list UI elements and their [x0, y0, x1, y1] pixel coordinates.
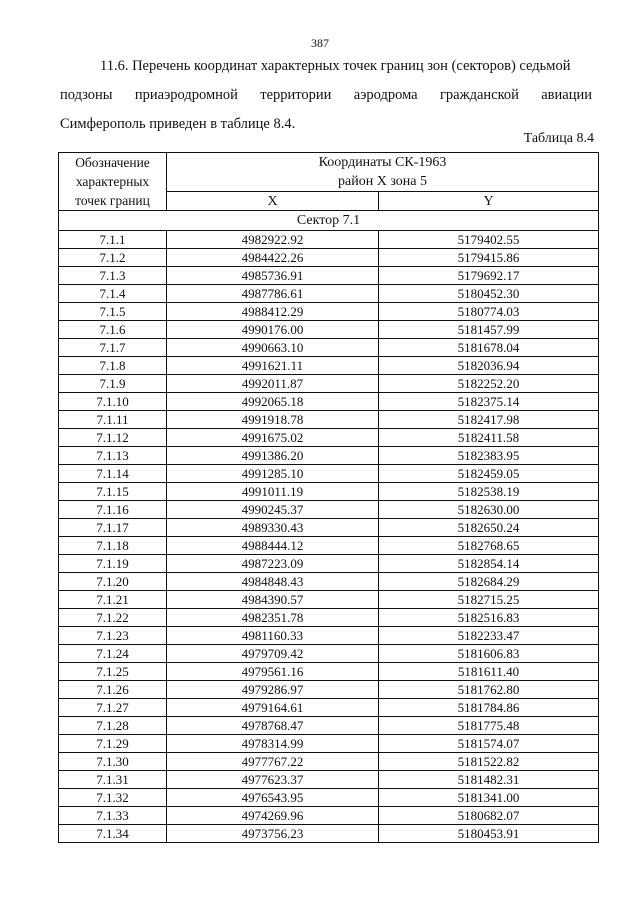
x-coordinate-cell: 4979709.42: [167, 645, 379, 663]
point-id-cell: 7.1.21: [59, 591, 167, 609]
y-coordinate-cell: 5181611.40: [379, 663, 599, 681]
table-row: [59, 591, 599, 609]
point-id-cell: 7.1.7: [59, 339, 167, 357]
y-coordinate-cell: 5181678.04: [379, 339, 599, 357]
table-row: [59, 483, 599, 501]
table-row: [59, 447, 599, 465]
table-row: [59, 267, 599, 285]
sector-row: Сектор 7.1: [59, 211, 599, 231]
point-id-cell: 7.1.22: [59, 609, 167, 627]
y-coordinate-cell: 5182417.98: [379, 411, 599, 429]
point-id-cell: 7.1.2: [59, 249, 167, 267]
table-row: [59, 501, 599, 519]
coordinate-system-zone: район X зона 5: [338, 174, 427, 189]
table-body: [59, 211, 599, 843]
intro-paragraph: [60, 52, 592, 139]
x-coordinate-cell: 4984390.57: [167, 591, 379, 609]
point-id-cell: 7.1.32: [59, 789, 167, 807]
x-coordinate-cell: 4990176.00: [167, 321, 379, 339]
table-row: [59, 303, 599, 321]
x-coordinate-cell: 4990245.37: [167, 501, 379, 519]
table-row: [59, 573, 599, 591]
y-coordinate-cell: 5182854.14: [379, 555, 599, 573]
y-coordinate-cell: 5179692.17: [379, 267, 599, 285]
x-coordinate-cell: 4991621.11: [167, 357, 379, 375]
y-coordinate-cell: 5179415.86: [379, 249, 599, 267]
point-id-cell: 7.1.29: [59, 735, 167, 753]
point-id-cell: 7.1.24: [59, 645, 167, 663]
x-coordinate-cell: 4992065.18: [167, 393, 379, 411]
table-row: [59, 825, 599, 843]
table-caption: Таблица 8.4: [523, 131, 594, 146]
point-id-cell: 7.1.27: [59, 699, 167, 717]
x-coordinate-cell: 4991675.02: [167, 429, 379, 447]
x-coordinate-cell: 4978314.99: [167, 735, 379, 753]
x-column-header: X: [167, 192, 379, 211]
x-coordinate-cell: 4981160.33: [167, 627, 379, 645]
paragraph-line: подзоны приаэродромной территории аэродрома гражданской авиации: [60, 87, 592, 103]
x-coordinate-cell: 4991918.78: [167, 411, 379, 429]
y-coordinate-cell: 5182516.83: [379, 609, 599, 627]
x-coordinate-cell: 4984422.26: [167, 249, 379, 267]
point-id-cell: 7.1.17: [59, 519, 167, 537]
table-row: [59, 807, 599, 825]
y-coordinate-cell: 5181606.83: [379, 645, 599, 663]
y-column-header: Y: [379, 192, 599, 211]
point-id-cell: 7.1.18: [59, 537, 167, 555]
point-id-cell: 7.1.5: [59, 303, 167, 321]
x-coordinate-cell: 4973756.23: [167, 825, 379, 843]
y-coordinate-cell: 5181775.48: [379, 717, 599, 735]
x-coordinate-cell: 4978768.47: [167, 717, 379, 735]
x-coordinate-cell: 4989330.43: [167, 519, 379, 537]
table-row: [59, 321, 599, 339]
coordinates-table: [58, 152, 599, 843]
y-coordinate-cell: 5181574.07: [379, 735, 599, 753]
paragraph-line: Симферополь приведен в таблице 8.4.: [60, 116, 296, 132]
table-row: [59, 771, 599, 789]
y-coordinate-cell: 5181762.80: [379, 681, 599, 699]
y-coordinate-cell: 5182715.25: [379, 591, 599, 609]
table-row: [59, 609, 599, 627]
point-id-cell: 7.1.15: [59, 483, 167, 501]
point-id-cell: 7.1.8: [59, 357, 167, 375]
x-coordinate-cell: 4982922.92: [167, 231, 379, 249]
table-row: [59, 285, 599, 303]
point-id-cell: 7.1.34: [59, 825, 167, 843]
y-coordinate-cell: 5182252.20: [379, 375, 599, 393]
designation-header-line: характерных: [75, 174, 150, 189]
x-coordinate-cell: 4974269.96: [167, 807, 379, 825]
table-row: [59, 375, 599, 393]
x-coordinate-cell: 4984848.43: [167, 573, 379, 591]
table-row: [59, 231, 599, 249]
y-coordinate-cell: 5182768.65: [379, 537, 599, 555]
table-row: [59, 519, 599, 537]
point-id-cell: 7.1.16: [59, 501, 167, 519]
x-coordinate-cell: 4977623.37: [167, 771, 379, 789]
y-coordinate-cell: 5181784.86: [379, 699, 599, 717]
x-coordinate-cell: 4979286.97: [167, 681, 379, 699]
point-id-cell: 7.1.30: [59, 753, 167, 771]
point-id-cell: 7.1.33: [59, 807, 167, 825]
y-coordinate-cell: 5182538.19: [379, 483, 599, 501]
point-id-cell: 7.1.14: [59, 465, 167, 483]
x-coordinate-cell: 4982351.78: [167, 609, 379, 627]
point-id-cell: 7.1.10: [59, 393, 167, 411]
x-coordinate-cell: 4985736.91: [167, 267, 379, 285]
point-id-cell: 7.1.1: [59, 231, 167, 249]
x-coordinate-cell: 4979561.16: [167, 663, 379, 681]
table-row: [59, 249, 599, 267]
table-row: [59, 411, 599, 429]
y-coordinate-cell: 5180774.03: [379, 303, 599, 321]
designation-header: [59, 153, 167, 211]
table-row: [59, 699, 599, 717]
x-coordinate-cell: 4988412.29: [167, 303, 379, 321]
y-coordinate-cell: 5182375.14: [379, 393, 599, 411]
table-row: [59, 735, 599, 753]
y-coordinate-cell: 5180453.91: [379, 825, 599, 843]
table-row: [59, 789, 599, 807]
y-coordinate-cell: 5180452.30: [379, 285, 599, 303]
table-row: [59, 681, 599, 699]
table-row: [59, 357, 599, 375]
point-id-cell: 7.1.9: [59, 375, 167, 393]
table-row: [59, 717, 599, 735]
y-coordinate-cell: 5181341.00: [379, 789, 599, 807]
y-coordinate-cell: 5181482.31: [379, 771, 599, 789]
designation-header-line: Обозначение: [75, 155, 150, 170]
y-coordinate-cell: 5182684.29: [379, 573, 599, 591]
point-id-cell: 7.1.4: [59, 285, 167, 303]
y-coordinate-cell: 5180682.07: [379, 807, 599, 825]
y-coordinate-cell: 5182383.95: [379, 447, 599, 465]
table-row: [59, 465, 599, 483]
x-coordinate-cell: 4976543.95: [167, 789, 379, 807]
table-row: [59, 663, 599, 681]
table-row: [59, 627, 599, 645]
x-coordinate-cell: 4991011.19: [167, 483, 379, 501]
point-id-cell: 7.1.13: [59, 447, 167, 465]
point-id-cell: 7.1.23: [59, 627, 167, 645]
x-coordinate-cell: 4991386.20: [167, 447, 379, 465]
y-coordinate-cell: 5182411.58: [379, 429, 599, 447]
y-coordinate-cell: 5182459.05: [379, 465, 599, 483]
y-coordinate-cell: 5179402.55: [379, 231, 599, 249]
y-coordinate-cell: 5182233.47: [379, 627, 599, 645]
point-id-cell: 7.1.25: [59, 663, 167, 681]
y-coordinate-cell: 5181457.99: [379, 321, 599, 339]
point-id-cell: 7.1.3: [59, 267, 167, 285]
x-coordinate-cell: 4988444.12: [167, 537, 379, 555]
point-id-cell: 7.1.26: [59, 681, 167, 699]
table-row: [59, 429, 599, 447]
y-coordinate-cell: 5182650.24: [379, 519, 599, 537]
table-row: [59, 555, 599, 573]
y-coordinate-cell: 5182630.00: [379, 501, 599, 519]
x-coordinate-cell: 4977767.22: [167, 753, 379, 771]
table-row: [59, 753, 599, 771]
coordinate-system-name: Координаты СК-1963: [318, 155, 447, 170]
table-row: [59, 339, 599, 357]
point-id-cell: 7.1.6: [59, 321, 167, 339]
designation-header-line: точек границ: [75, 193, 150, 208]
y-coordinate-cell: 5181522.82: [379, 753, 599, 771]
coordinate-system-header: [167, 153, 599, 192]
point-id-cell: 7.1.31: [59, 771, 167, 789]
x-coordinate-cell: 4991285.10: [167, 465, 379, 483]
x-coordinate-cell: 4987223.09: [167, 555, 379, 573]
point-id-cell: 7.1.12: [59, 429, 167, 447]
x-coordinate-cell: 4992011.87: [167, 375, 379, 393]
x-coordinate-cell: 4990663.10: [167, 339, 379, 357]
paragraph-line: 11.6. Перечень координат характерных точек границ зон (секторов) седьмой: [100, 58, 571, 74]
table-row: [59, 537, 599, 555]
table-row: [59, 393, 599, 411]
point-id-cell: 7.1.28: [59, 717, 167, 735]
x-coordinate-cell: 4987786.61: [167, 285, 379, 303]
x-coordinate-cell: 4979164.61: [167, 699, 379, 717]
point-id-cell: 7.1.19: [59, 555, 167, 573]
page-number: 387: [311, 36, 329, 50]
point-id-cell: 7.1.20: [59, 573, 167, 591]
table-row: [59, 645, 599, 663]
y-coordinate-cell: 5182036.94: [379, 357, 599, 375]
point-id-cell: 7.1.11: [59, 411, 167, 429]
